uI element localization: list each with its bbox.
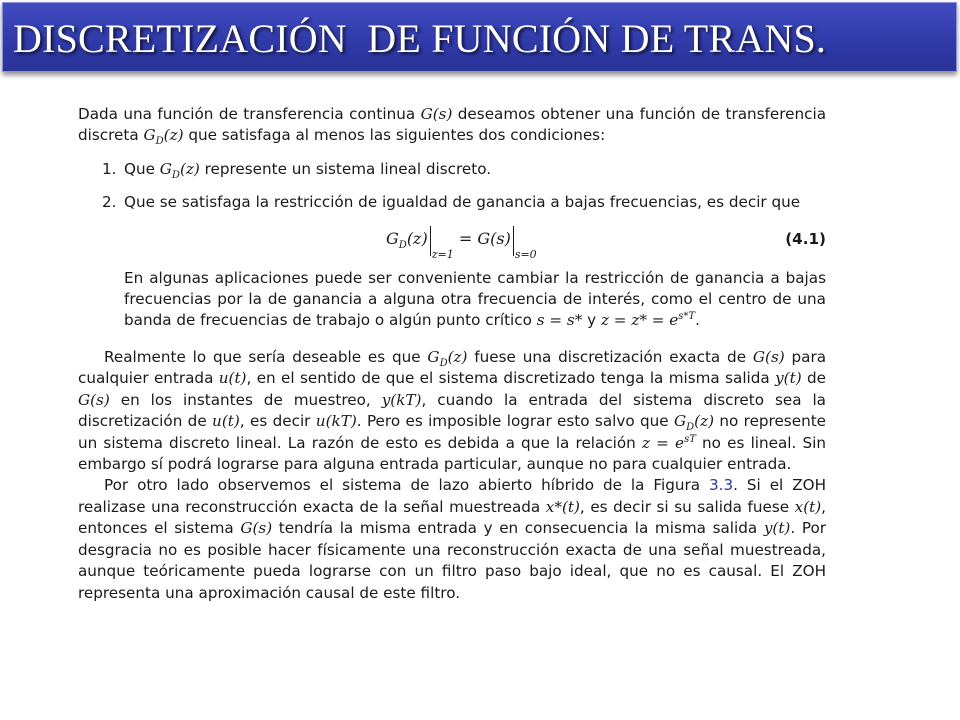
equation-4-1 [78,222,826,268]
slide-title-bar [2,2,957,72]
condition-item-1: 1. Que $G_D(z)$ represente un sistema lineal discreto. [102,159,492,181]
note-paragraph: En algunas aplicaciones puede ser conveniente cambiar la restricción de ganancia a bajas frecuencias por la de ganancia a alguna otra frecuencia de interés, como el centro de una banda de frecuencias de trabajo o algún punto crítico s = s* y $z = z* = e^{s*T}$. [124,268,826,330]
equation-number: (4.1) [785,229,826,248]
condition-item-2: 2. Que se satisfaga la restricción de igualdad de ganancia a bajas frecuencias, es decir que [102,193,801,212]
equation-expression: $G_D(z)_{z=1} = G(s)_{s=0}$ [386,226,537,265]
paragraph-zoh: Por otro lado observemos el sistema de lazo abierto híbrido de la Figura 3.3. Si el ZOH realizase una reconstrucción exacta de la señal muestreada x*(t), es decir si su salida fuese x(t), entonces el sistema G(s) tendría la misma entrada y en consecuencia la misma salida y(t). Por desgracia no es posible hacer físicamente una reconstrucción exacta de una señal muestreada, aunque teóricamente pueda lograrse con un filtro paso bajo ideal, que no es causal. El ZOH representa una aproximación causal de este filtro. [78,476,826,602]
slide-title: DISCRETIZACIÓN DE FUNCIÓN DE TRANS. [13,16,827,61]
figure-reference-link[interactable]: 3.3 [708,476,734,495]
intro-paragraph: Dada una función de transferencia continua G(s) deseamos obtener una función de transferencia discreta $G_D(z)$ que satisfaga al menos las siguientes dos condiciones: [78,105,826,148]
document-body [78,104,826,604]
paragraph-exact-discretization: Realmente lo que sería deseable es que $G_D(z)$ fuese una discretización exacta de G(s) para cualquier entrada u(t), en el sentido de que el sistema discretizado tenga la misma salida y(t) de G(s) en los instantes de muestreo, y(kT), cuando la entrada del sistema discreto sea la discretización de u(t), es decir u(kT). Pero es imposible lograr esto salvo que $G_D(z)$ no represente un sistema discreto lineal. La razón de esto es debida a que la relación $z = e^{sT}$ no es lineal. Sin embargo sí podrá lograrse para alguna entrada particular, aunque no para cualquier entrada. [78,348,827,474]
